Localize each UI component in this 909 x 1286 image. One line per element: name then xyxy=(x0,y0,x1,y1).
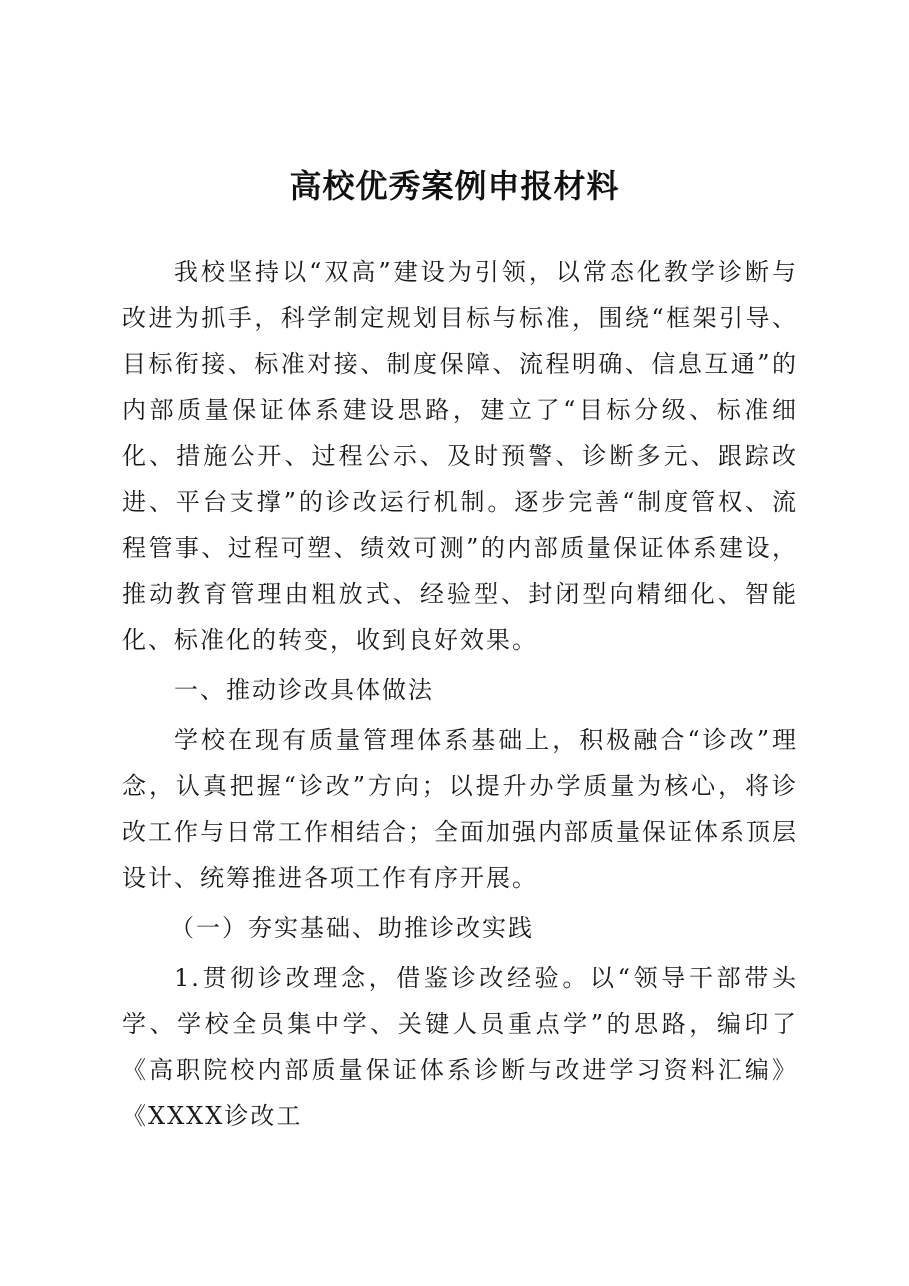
paragraph-item-1: 1.贯彻诊改理念，借鉴诊改经验。以“领导干部带头学、学校全员集中学、关键人员重点学”的思路，编印了《高职院校内部质量保证体系诊断与改进学习资料汇编》《XXXX诊改工 xyxy=(122,964,798,1130)
document-body xyxy=(122,249,798,1143)
paragraph-section-1: 学校在现有质量管理体系基础上，积极融合“诊改”理念，认真把握“诊改”方向；以提升办学质量为核心，将诊改工作与日常工作相结合；全面加强内部质量保证体系顶层设计、统筹推进各项工作有序开展。 xyxy=(122,726,798,892)
paragraph-intro: 我校坚持以“双高”建设为引领，以常态化教学诊断与改进为抓手，科学制定规划目标与标准，围绕“框架引导、目标衔接、标准对接、制度保障、流程明确、信息互通”的内部质量保证体系建设思路，建立了“目标分级、标准细化、措施公开、过程公示、及时预警、诊断多元、跟踪改进、平台支撑”的诊改运行机制。逐步完善“制度管权、流程管事、过程可塑、绩效可测”的内部质量保证体系建设，推动教育管理由粗放式、经验型、封闭型向精细化、智能化、标准化的转变，收到良好效果。 xyxy=(122,258,798,654)
section-heading-1: 一、推动诊改具体做法 xyxy=(174,676,434,704)
subsection-heading-1: （一）夯实基础、助推诊改实践 xyxy=(170,914,534,942)
document-title: 高校优秀案例申报材料 xyxy=(289,167,620,205)
